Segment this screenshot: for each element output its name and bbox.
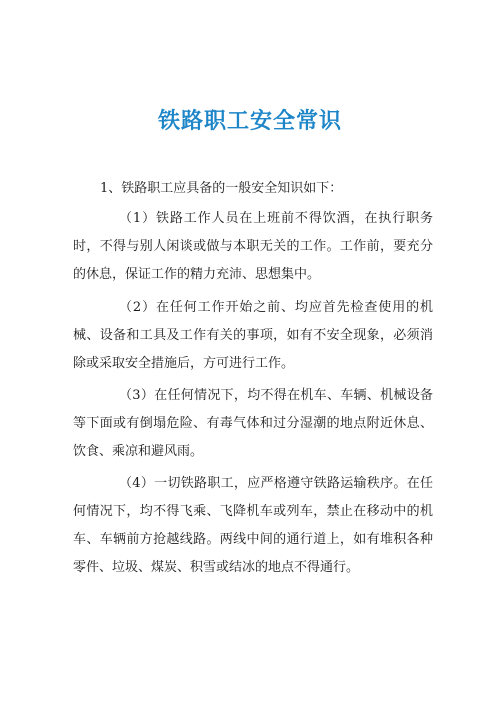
paragraph-1: （1）铁路工作人员在上班前不得饮酒，在执行职务时，不得与别人闲谈或做与本职无关的工作。工作前，要充分的休息，保证工作的精力充沛、思想集中。 bbox=[73, 211, 433, 282]
page-title: 铁路职工安全常识 bbox=[157, 109, 342, 134]
paragraph-3: （3）在任何情况下，均不得在机车、车辆、机械设备等下面或有倒塌危险、有毒气体和过分湿潮的地点附近休息、饮食、乘凉和避风雨。 bbox=[73, 388, 433, 459]
paragraph-4: （4）一切铁路职工，应严格遵守铁路运输秩序。在任何情况下，均不得飞乘、飞降机车或列车，禁止在移动中的机车、车辆前方抢越线路。两线中间的通行道上，如有堆积各种零件、垃圾、煤炭、积雪或结冰的地点不得通行。 bbox=[73, 476, 433, 575]
paragraph-2: （2）在任何工作开始之前、均应首先检查使用的机械、设备和工具及工作有关的事项，如有不安全现象，必须消除或采取安全措施后，方可进行工作。 bbox=[73, 300, 433, 371]
section-heading: 1、铁路职工应具备的一般安全知识如下： bbox=[100, 181, 343, 196]
